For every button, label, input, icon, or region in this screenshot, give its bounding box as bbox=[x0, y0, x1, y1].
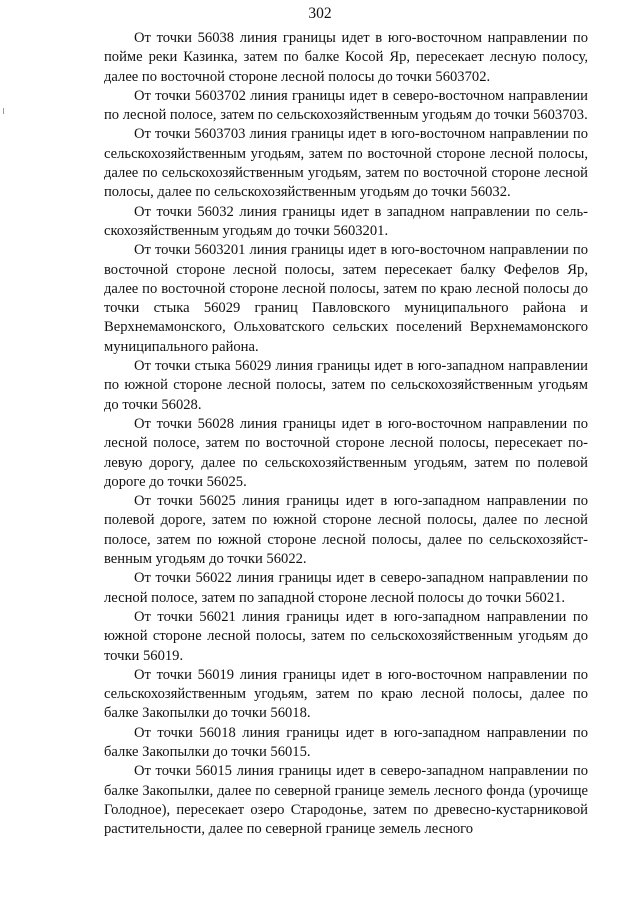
paragraph-56025: От точки 56025 линия границы идет в юго-западном направлении по полевой дороге, затем по южной стороне лесной полосы, далее по лесной полосе, затем по южной стороне лесной полосы, далее по сельскохозяйственным угодьям до точки 56022. bbox=[104, 493, 588, 568]
scan-artifact bbox=[3, 108, 4, 114]
page-number: 302 bbox=[308, 5, 332, 22]
paragraph-56022: От точки 56022 линия границы идет в северо-западном направлении по лесной полосе, затем по западной стороне лесной полосы до точки 56021. bbox=[104, 570, 588, 606]
paragraph-56018: От точки 56018 линия границы идет в юго-западном направлении по балке Закопылки до точки 56015. bbox=[104, 724, 588, 760]
paragraph-5603201: От точки 5603201 линия границы идет в юго-восточном направлении по восточной стороне лесной полосы, затем пересекает балку Фефелов Яр, далее по восточной стороне лесной полосы, затем по краю лесной полосы до точки стыка 56029 границ Павловского муниципального района и Верхнемамонского, Ольховатского сельских поселений Верхнемамонского муниципального района. bbox=[104, 242, 588, 355]
paragraph-56021: От точки 56021 линия границы идет в юго-западном направлении по южной стороне лесной полосы, затем по сельскохозяйственным угодьям до точки 56019. bbox=[104, 608, 588, 664]
paragraph-56015: От точки 56015 линия границы идет в северо-западном направлении по балке Закопылки, далее по северной границе земель лесного фонда (урочище Голодное), пересекает озеро Стародонье, затем по древесно-кустарниковой растительности, далее по северной границе земель лесного bbox=[104, 763, 588, 838]
paragraph-56028: От точки 56028 линия границы идет в юго-восточном направлении по лесной полосе, затем по восточной стороне лесной полосы, пересекает полевую дорогу, далее по сельскохозяйственным угодьям, затем по полевой дороге до точки 56025. bbox=[104, 415, 588, 490]
paragraph-56019: От точки 56019 линия границы идет в юго-восточном направлении по сельскохозяйственным угодьям, затем по краю лесной полосы, далее по балке Закопылки до точки 56018. bbox=[104, 666, 588, 722]
paragraph-5603703: От точки 5603703 линия границы идет в юго-восточном направлении по сельскохозяйственным угодьям, затем по восточной стороне лесной полосы, далее по сельскохозяйственным угодьям, затем по восточной стороне лесной полосы, далее по сельскохозяйственным угодьям до точки 56032. bbox=[104, 126, 588, 201]
document-body bbox=[104, 29, 588, 839]
paragraph-56038: От точки 56038 линия границы идет в юго-восточном направлении по пойме реки Казинка, затем по балке Косой Яр, пересекает лесную полосу, далее по восточной стороне лесной полосы до точки 5603702. bbox=[104, 30, 588, 85]
paragraph-5603702: От точки 5603702 линия границы идет в северо-восточном направлении по лесной полосе, затем по сельскохозяйственным угодьям до точки 5603703. bbox=[104, 87, 588, 124]
paragraph-56032: От точки 56032 линия границы идет в западном направлении по сельскохозяйственным угодьям до точки 5603201. bbox=[104, 203, 588, 239]
paragraph-56029: От точки стыка 56029 линия границы идет в юго-западном направлении по южной стороне лесной полосы, затем по сельскохозяйственным угодьям до точки 56028. bbox=[104, 358, 588, 413]
